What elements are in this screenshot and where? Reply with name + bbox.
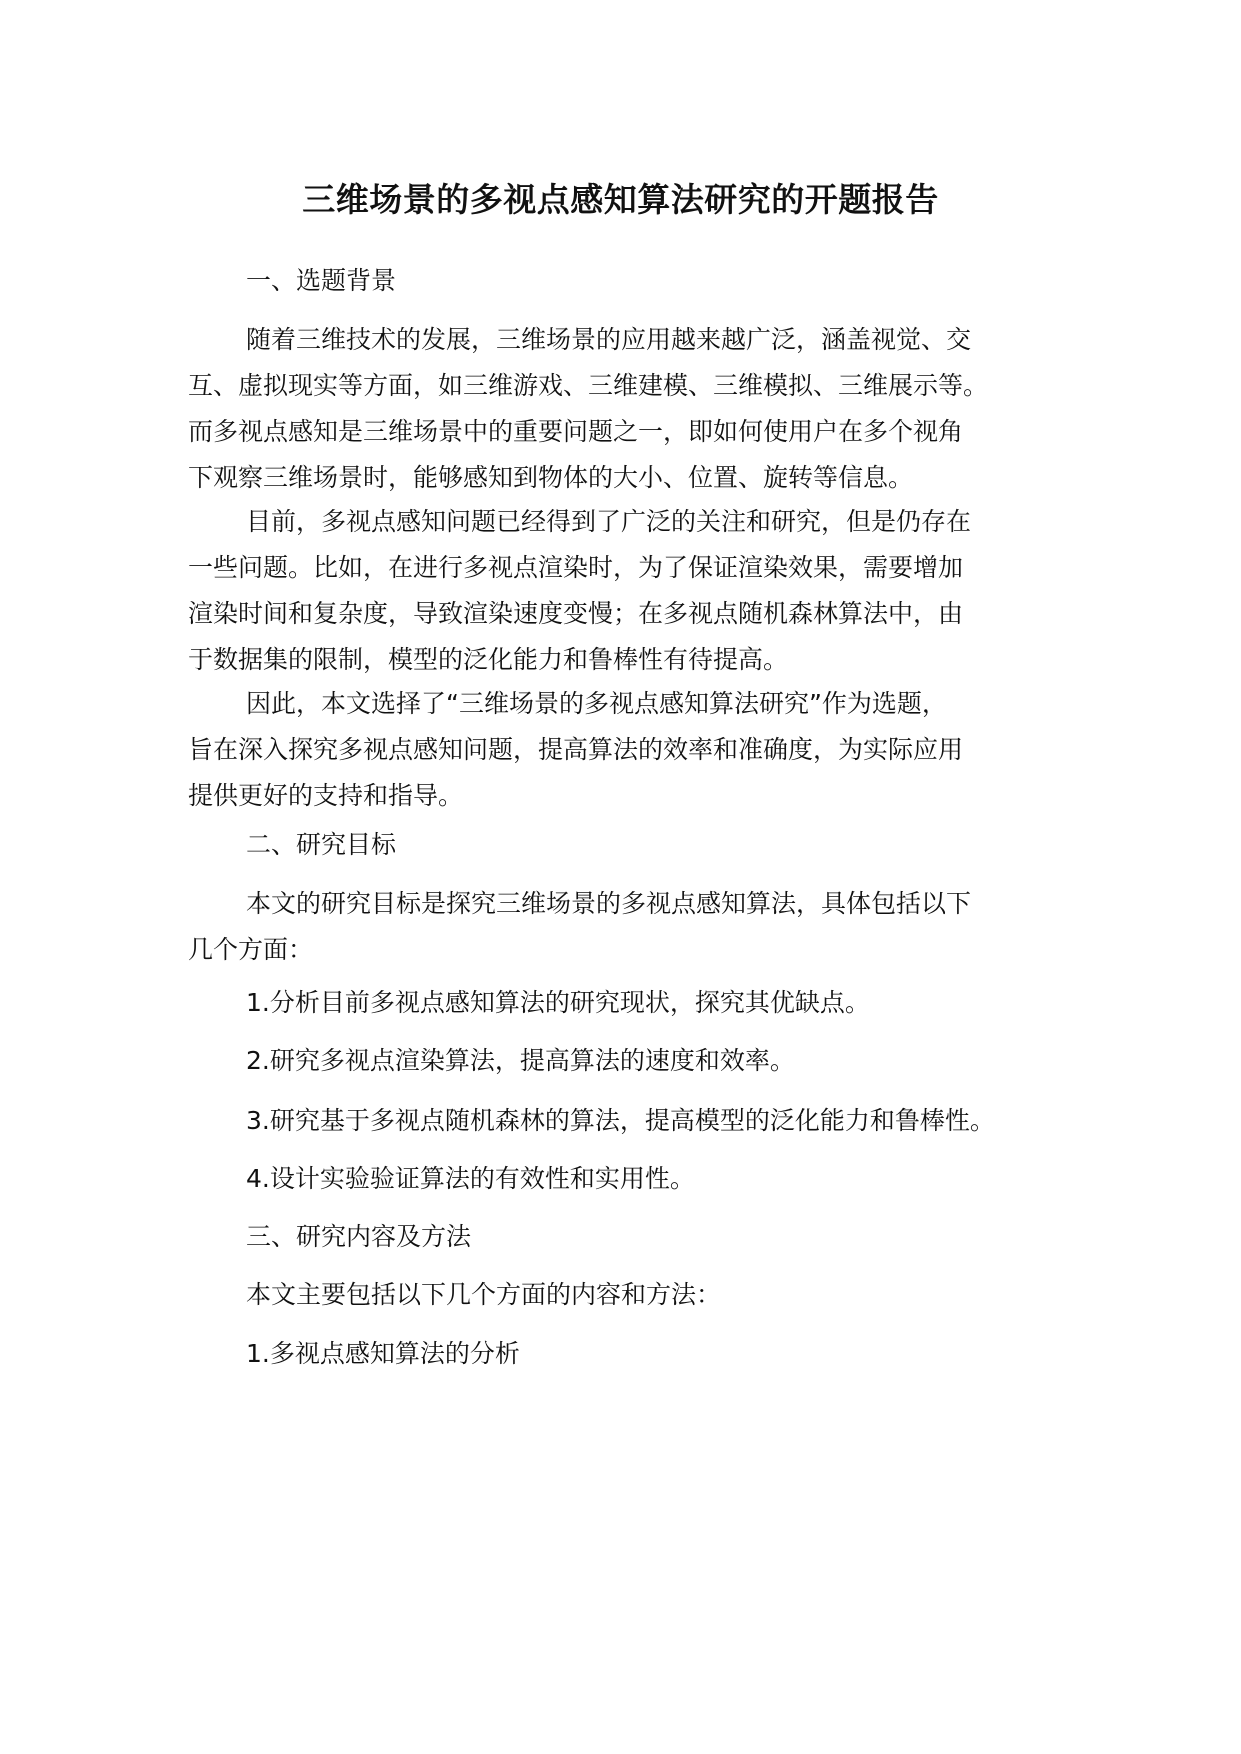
paragraph-line: 旨在深入探究多视点感知问题，提高算法的效率和准确度，为实际应用 (188, 735, 964, 764)
list-item-goal-4: 4.设计实验验证算法的有效性和实用性。 (246, 1164, 695, 1193)
paragraph-background-3 (188, 681, 1058, 819)
paragraph-line: 而多视点感知是三维场景中的重要问题之一，即如何使用户在多个视角 (188, 417, 964, 446)
paragraph-line: 渲染时间和复杂度，导致渲染速度变慢；在多视点随机森林算法中，由 (188, 599, 964, 628)
paragraph-line: 提供更好的支持和指导。 (188, 781, 464, 810)
paragraph-line: 于数据集的限制，模型的泛化能力和鲁棒性有待提高。 (188, 645, 789, 674)
document-title: 三维场景的多视点感知算法研究的开题报告 (302, 180, 939, 219)
paragraph-methods-intro: 本文主要包括以下几个方面的内容和方法： (246, 1280, 722, 1309)
paragraph-line: 互、虚拟现实等方面，如三维游戏、三维建模、三维模拟、三维展示等。 (188, 371, 989, 400)
paragraph-line: 目前，多视点感知问题已经得到了广泛的关注和研究，但是仍存在 (246, 507, 972, 536)
section-heading-goals: 二、研究目标 (246, 830, 397, 859)
paragraph-line: 随着三维技术的发展，三维场景的应用越来越广泛，涵盖视觉、交 (246, 325, 972, 354)
paragraph-line: 本文的研究目标是探究三维场景的多视点感知算法，具体包括以下 (246, 889, 972, 918)
section-heading-methods: 三、研究内容及方法 (246, 1222, 472, 1251)
list-item-goal-1: 1.分析目前多视点感知算法的研究现状，探究其优缺点。 (246, 988, 870, 1017)
list-item-method-1: 1.多视点感知算法的分析 (246, 1339, 520, 1368)
paragraph-background-1 (188, 317, 1058, 501)
paragraph-background-2 (188, 499, 1058, 683)
list-item-goal-2: 2.研究多视点渲染算法，提高算法的速度和效率。 (246, 1046, 795, 1075)
paragraph-goals-intro (188, 881, 1058, 973)
list-item-goal-3: 3.研究基于多视点随机森林的算法，提高模型的泛化能力和鲁棒性。 (246, 1106, 995, 1135)
paragraph-line: 一些问题。比如，在进行多视点渲染时，为了保证渲染效果，需要增加 (188, 553, 964, 582)
section-heading-background: 一、选题背景 (246, 266, 397, 295)
paragraph-line: 因此，本文选择了“三维场景的多视点感知算法研究”作为选题， (246, 689, 947, 718)
paragraph-line: 下观察三维场景时，能够感知到物体的大小、位置、旋转等信息。 (188, 463, 914, 492)
paragraph-line: 几个方面： (188, 935, 314, 964)
